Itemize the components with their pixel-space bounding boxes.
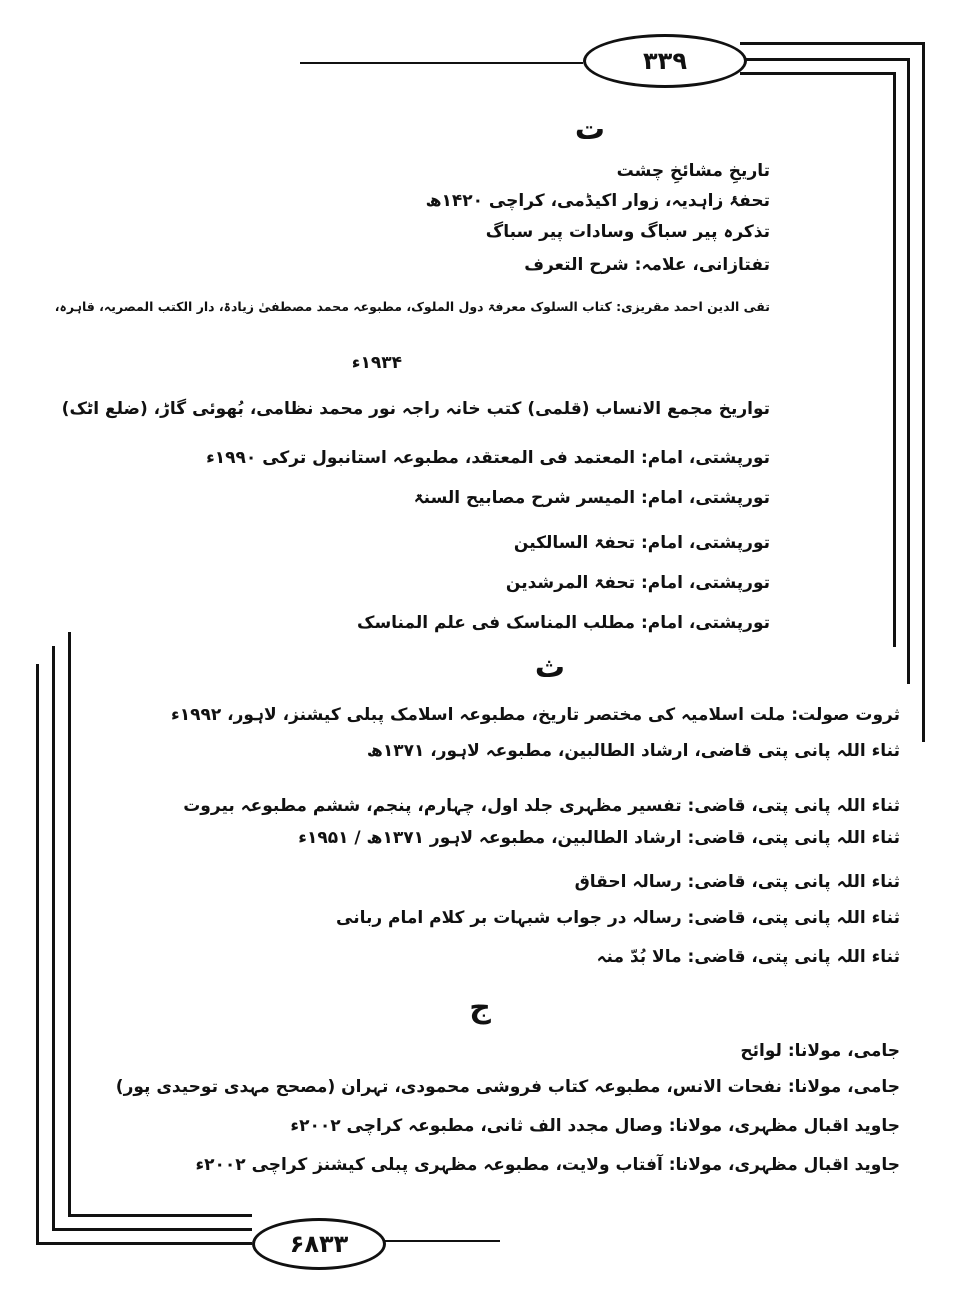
frame-left-line-3 xyxy=(68,632,71,1217)
bibliography-entry: جاوید اقبال مظہری، مولانا: وصال مجدد الف ثانی، مطبوعہ کراچی ۲۰۰۲ء xyxy=(290,1116,900,1136)
bibliography-entry: تحفۂ زاہدیہ، زوار اکیڈمی، کراچی ۱۴۲۰ھ xyxy=(425,191,770,211)
bibliography-entry: تواریخ مجمع الانساب (قلمی) کتب خانہ راجہ نور محمد نظامی، بُھوئی گاڑ، (ضلع اٹک) xyxy=(61,399,770,419)
page-number-bottom: ۶۸۳۳ xyxy=(252,1218,386,1270)
page-number-top: ۳۳۹ xyxy=(583,34,747,88)
frame-top-line-1 xyxy=(740,42,925,45)
frame-top-line-2 xyxy=(740,58,910,61)
bibliography-entry: تقی الدین احمد مقریزی: کتاب السلوک معرفۃ دول الملوک، مطبوعہ محمد مصطفیٰ زیادۃ، دار الکتب المصریہ، قاہرہ، xyxy=(54,299,770,314)
bibliography-entry: تفتازانی، علامہ: شرح التعرف xyxy=(524,255,770,275)
bibliography-entry: تورپشتی، امام: تحفۃ السالکین xyxy=(513,533,770,553)
bibliography-entry: ثناء اللہ پانی پتی، قاضی: مالا بُدّ منہ xyxy=(596,947,900,967)
frame-top-left-stub xyxy=(300,62,583,64)
frame-bottom-right-stub xyxy=(380,1240,500,1242)
bibliography-entry-year: ۱۹۳۴ء xyxy=(351,353,402,373)
section-letter-jeem: ج xyxy=(469,990,491,1025)
bibliography-entry: ثناء اللہ پانی پتی، قاضی: تفسیر مظہری جلد اول، چہارم، پنجم، ششم مطبوعہ بیروت xyxy=(183,796,900,816)
frame-top-line-3 xyxy=(740,72,896,75)
bibliography-entry: ثناء اللہ پانی پتی، قاضی: رسالہ احقاق xyxy=(574,872,900,892)
frame-right-line-3 xyxy=(893,72,896,647)
bibliography-entry: جاوید اقبال مظہری، مولانا: آفتاب ولایت، مطبوعہ مظہری پبلی کیشنز کراچی ۲۰۰۲ء xyxy=(195,1155,900,1175)
frame-right-line-2 xyxy=(907,58,910,684)
bibliography-entry: تذکرہ پیر سباگ وسادات پیر سباگ xyxy=(485,222,770,242)
frame-left-line-1 xyxy=(36,664,39,1244)
frame-right-line-1 xyxy=(922,42,925,742)
bibliography-entry: تورپشتی، امام: المعتمد فی المعتقد، مطبوعہ استانبول ترکی ۱۹۹۰ء xyxy=(206,448,770,468)
bibliography-entry: ثناء اللہ پانی پتی قاضی، ارشاد الطالبین، مطبوعہ لاہور، ۱۳۷۱ھ xyxy=(366,741,900,761)
frame-bottom-line-2 xyxy=(52,1228,252,1231)
frame-left-line-2 xyxy=(52,646,55,1230)
frame-bottom-line-1 xyxy=(36,1242,252,1245)
bibliography-entry: جامی، مولانا: نفحات الانس، مطبوعہ کتاب فروشی محمودی، تہران (مصحح مہدی توحیدی پور) xyxy=(115,1077,900,1097)
bibliography-entry: تاریخِ مشائخِ چشت xyxy=(616,161,770,181)
bibliography-entry: تورپشتی، امام: تحفۃ المرشدین xyxy=(505,573,770,593)
bibliography-entry: ثناء اللہ پانی پتی، قاضی: رسالہ در جواب شبہات بر کلام امام ربانی xyxy=(336,908,900,928)
section-letter-te: ت xyxy=(574,112,606,147)
bibliography-entry: تورپشتی، امام: المیسر شرح مصابیح السنۃ xyxy=(413,488,770,508)
bibliography-entry: ثناء اللہ پانی پتی، قاضی: ارشاد الطالبین، مطبوعہ لاہور ۱۳۷۱ھ / ۱۹۵۱ء xyxy=(298,828,900,848)
bibliography-entry: ثروت صولت: ملت اسلامیہ کی مختصر تاریخ، مطبوعہ اسلامک پبلی کیشنز، لاہور، ۱۹۹۲ء xyxy=(171,705,900,725)
bibliography-entry: جامی، مولانا: لوائح xyxy=(740,1041,900,1061)
bibliography-entry: تورپشتی، امام: مطلب المناسک فی علم المناسک xyxy=(357,613,770,633)
section-letter-se: ث xyxy=(534,650,566,685)
frame-bottom-line-3 xyxy=(68,1214,252,1217)
